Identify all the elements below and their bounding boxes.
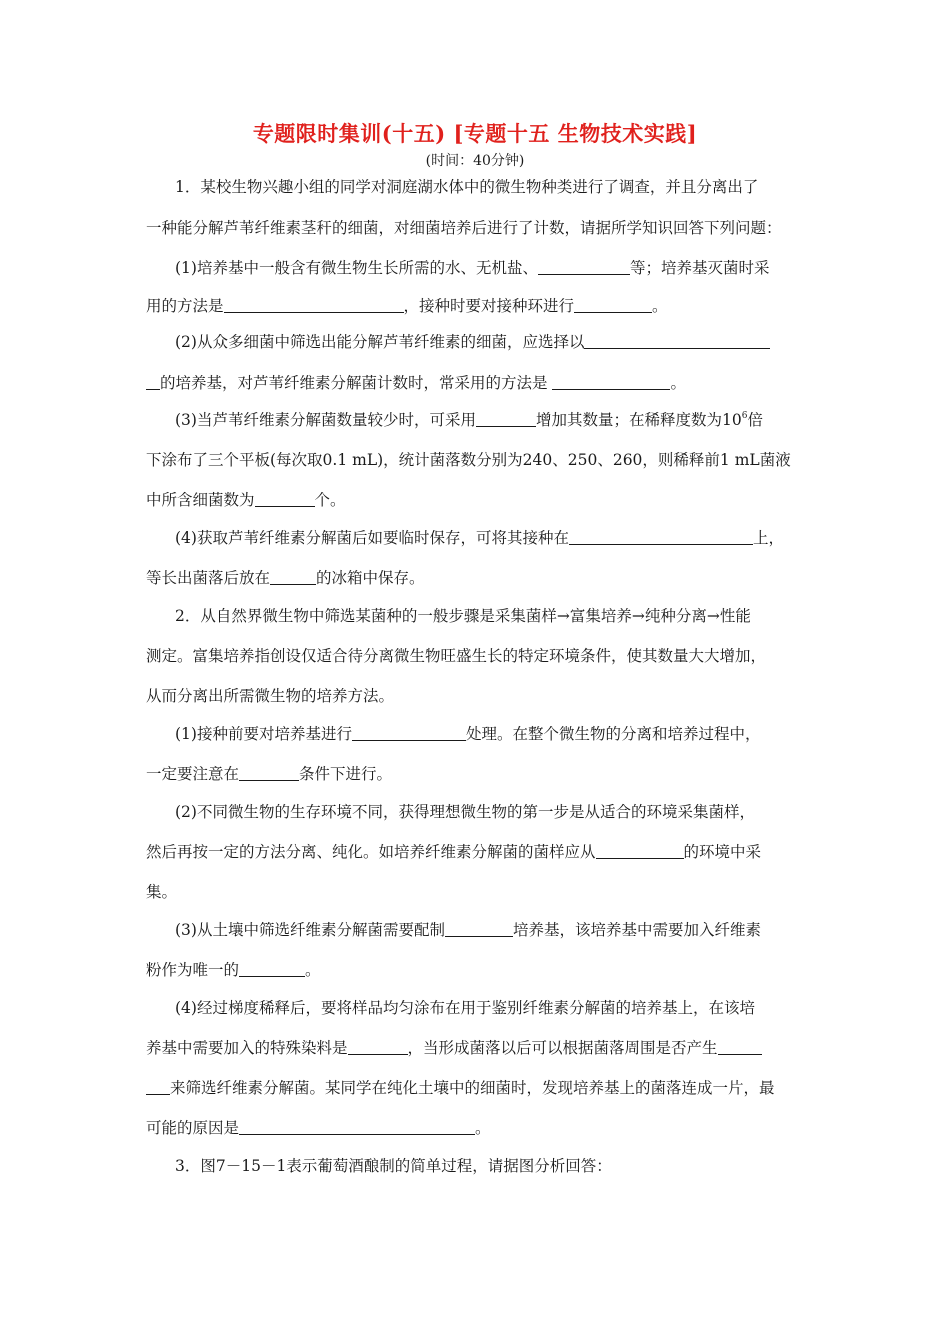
answer-blank	[239, 960, 305, 977]
text-line: (1)接种前要对培养基进行 处理。在整个微生物的分离和培养过程中，	[175, 725, 761, 743]
text-line: 集。	[146, 883, 178, 901]
text-line: 1．某校生物兴趣小组的同学对洞庭湖水体中的微生物种类进行了调查，并且分离出了	[175, 178, 759, 196]
answer-blank	[239, 1118, 475, 1135]
answer-blank	[476, 410, 536, 427]
answer-blank	[584, 332, 770, 349]
text-line: 中所含细菌数为 个。	[146, 491, 346, 509]
answer-blank	[239, 764, 299, 781]
answer-blank	[718, 1038, 762, 1055]
text-line: 一定要注意在 条件下进行。	[146, 765, 393, 783]
text-line: 一种能分解芦苇纤维素茎秆的细菌，对细菌培养后进行了计数，请据所学知识回答下列问题：	[146, 219, 782, 237]
answer-blank	[270, 568, 316, 585]
text-line: 用的方法是 ，接种时要对接种环进行 。	[146, 297, 668, 315]
text-line: 可能的原因是 。	[146, 1119, 491, 1137]
text-line: 粉作为唯一的 。	[146, 961, 321, 979]
answer-blank	[538, 258, 630, 275]
answer-blank	[146, 373, 160, 390]
text-line: 来筛选纤维素分解菌。某同学在纯化土壤中的细菌时，发现培养基上的菌落连成一片，最	[146, 1078, 775, 1098]
text-line: 测定。富集培养指创设仅适合待分离微生物旺盛生长的特定环境条件，使其数量大大增加，	[146, 647, 767, 665]
text-line: 2．从自然界微生物中筛选某菌种的一般步骤是采集菌样→富集培养→纯种分离→性能	[175, 607, 751, 625]
text-line: (2)不同微生物的生存环境不同，获得理想微生物的第一步是从适合的环境采集菌样，	[175, 803, 755, 821]
text-line: 3．图7－15－1表示葡萄酒酿制的简单过程，请据图分析回答：	[175, 1157, 612, 1175]
answer-blank	[552, 373, 670, 390]
text-line: 下涂布了三个平板(每次取0.1 mL)，统计菌落数分别为240、250、260，则稀释前1 mL菌液	[146, 451, 791, 469]
answer-blank	[445, 920, 513, 937]
text-line: 养基中需要加入的特殊染料是 ，当形成菌落以后可以根据菌落周围是否产生	[146, 1038, 762, 1058]
answer-blank	[146, 1078, 170, 1095]
text-line: (3)从土壤中筛选纤维素分解菌需要配制 培养基，该培养基中需要加入纤维素	[175, 921, 761, 939]
text-line: (4)经过梯度稀释后，要将样品均匀涂布在用于鉴别纤维素分解菌的培养基上，在该培	[175, 999, 755, 1017]
answer-blank	[348, 1038, 408, 1055]
answer-blank	[352, 724, 466, 741]
text-line: (2)从众多细菌中筛选出能分解芦苇纤维素的细菌，应选择以	[175, 332, 770, 352]
answer-blank	[224, 296, 404, 313]
text-line: (4)获取芦苇纤维素分解菌后如要临时保存，可将其接种在 上，	[175, 529, 784, 547]
answer-blank	[596, 842, 684, 859]
answer-blank	[569, 528, 753, 545]
page-title: 专题限时集训(十五) [专题十五 生物技术实践]	[252, 121, 698, 146]
text-line: 的培养基，对芦苇纤维素分解菌计数时，常采用的方法是 。	[146, 373, 686, 393]
text-line: 从而分离出所需微生物的培养方法。	[146, 687, 395, 705]
page-subtitle: (时间：40分钟)	[425, 153, 525, 169]
answer-blank	[255, 490, 315, 507]
text-line: (3)当芦苇纤维素分解菌数量较少时，可采用 增加其数量；在稀释度数为$10^6$倍	[175, 411, 763, 429]
text-line: (1)培养基中一般含有微生物生长所需的水、无机盐、 等；培养基灭菌时采	[175, 259, 770, 277]
text-line: 然后再按一定的方法分离、纯化。如培养纤维素分解菌的菌样应从 的环境中采	[146, 843, 762, 861]
text-line: 等长出菌落后放在 的冰箱中保存。	[146, 569, 425, 587]
answer-blank	[574, 296, 652, 313]
